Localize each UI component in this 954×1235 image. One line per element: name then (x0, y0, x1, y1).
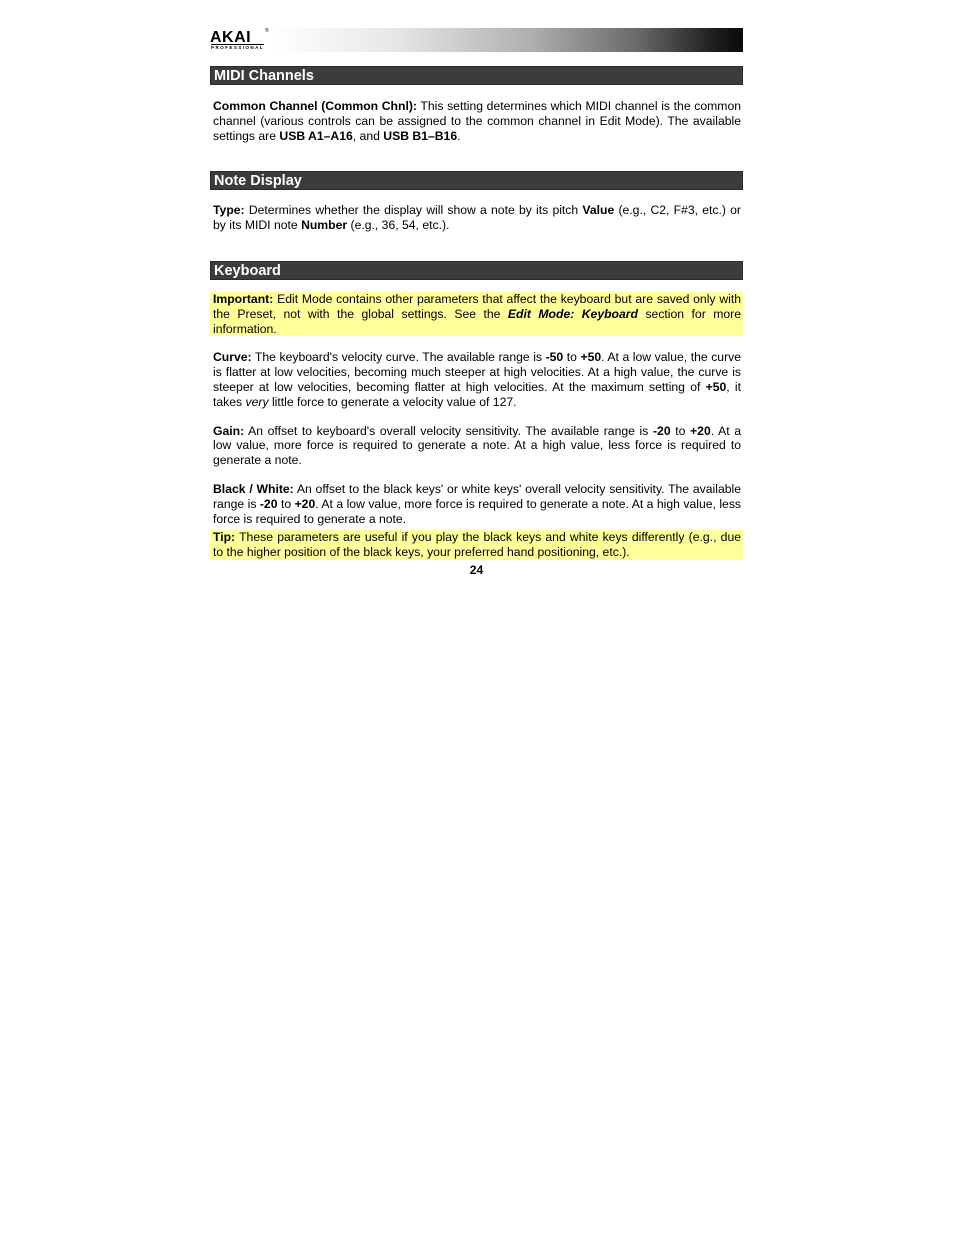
value-max: +20 (690, 423, 711, 438)
text: Determines whether the display will show a note by its pitch (244, 203, 583, 218)
text: (e.g., 36, 54, etc.). (347, 218, 450, 233)
important-note (210, 292, 743, 336)
value-max: +50 (705, 379, 727, 394)
text: . At a low value, the curve is flatter at low velocities, becoming much steeper at high velocities. At a high value, the curve is steeper at low velocities, becoming flatter at high velocities. At the maximum setting of (213, 350, 742, 394)
term-tip: Tip: (213, 530, 236, 545)
term-gain: Gain: (213, 423, 245, 438)
text: to (670, 423, 691, 438)
text: An offset to keyboard's overall velocity sensitivity. The available range is (244, 423, 653, 438)
value-min: -50 (545, 350, 564, 365)
term-important: Important: (213, 291, 274, 306)
text: section for more information. (213, 306, 741, 336)
option-value: Value (582, 203, 615, 218)
paragraph-type (210, 203, 743, 233)
text: Edit Mode contains other parameters that affect the keyboard but are saved only with the Preset, not with the global settings. See the (213, 291, 741, 321)
logo-subtitle: PROFESSIONAL (211, 45, 265, 50)
text: little force to generate a velocity value of 127. (268, 394, 517, 409)
value-range-a: USB A1–A16 (279, 128, 353, 143)
manual-page (210, 28, 743, 577)
term-curve: Curve: (213, 350, 252, 365)
paragraph-curve (210, 350, 743, 409)
value-min: -20 (652, 423, 671, 438)
value-range-b: USB B1–B16 (383, 128, 458, 143)
text: , and (352, 128, 384, 143)
page-number: 24 (469, 562, 484, 577)
section-title-note-display: Note Display (210, 171, 743, 190)
text: The keyboard's velocity curve. The available range is (251, 350, 546, 365)
term-common-channel: Common Channel (Common Chnl): (213, 99, 417, 113)
text: This setting determines which MIDI channel is the common channel (various controls can be assigned to the common channel in Edit Mode). The available settings are (213, 99, 742, 143)
text: (e.g., C2, F#3, etc.) or by its MIDI note (213, 203, 741, 233)
text: . (457, 128, 461, 143)
section-title-keyboard: Keyboard (210, 261, 743, 280)
text: . At a low value, more force is required to generate a note. At a high value, less force is required to generate a note. (213, 423, 742, 468)
cross-reference: Edit Mode: Keyboard (507, 306, 638, 321)
text: , it takes (213, 379, 741, 409)
text: These parameters are useful if you play the black keys and white keys differently (e.g., due to the higher position of the black keys, your preferred hand positioning, etc.). (213, 530, 741, 560)
option-number: Number (301, 218, 348, 233)
term-black-white: Black / White: (213, 481, 294, 496)
header-bar (210, 28, 743, 52)
tip-note (210, 530, 743, 560)
paragraph-black-white (210, 482, 743, 526)
emphasis: very (245, 394, 269, 409)
text: to (277, 496, 295, 511)
paragraph-gain (210, 424, 743, 468)
value-max: +50 (580, 350, 602, 365)
logo-wordmark: AKAI (210, 29, 252, 46)
section-title-midi-channels: MIDI Channels (210, 66, 743, 85)
akai-logo (210, 30, 268, 50)
term-type: Type: (213, 203, 245, 218)
logo-registered-mark: ® (265, 28, 269, 34)
text: . At a low value, more force is required to generate a note. At a high value, less force is required to generate a note. (213, 496, 742, 526)
paragraph-common-channel (210, 99, 743, 143)
value-max: +20 (294, 496, 316, 511)
text: An offset to the black keys' or white keys' overall velocity sensitivity. The available range is (213, 481, 741, 511)
text: to (563, 350, 581, 365)
value-min: -20 (259, 496, 278, 511)
